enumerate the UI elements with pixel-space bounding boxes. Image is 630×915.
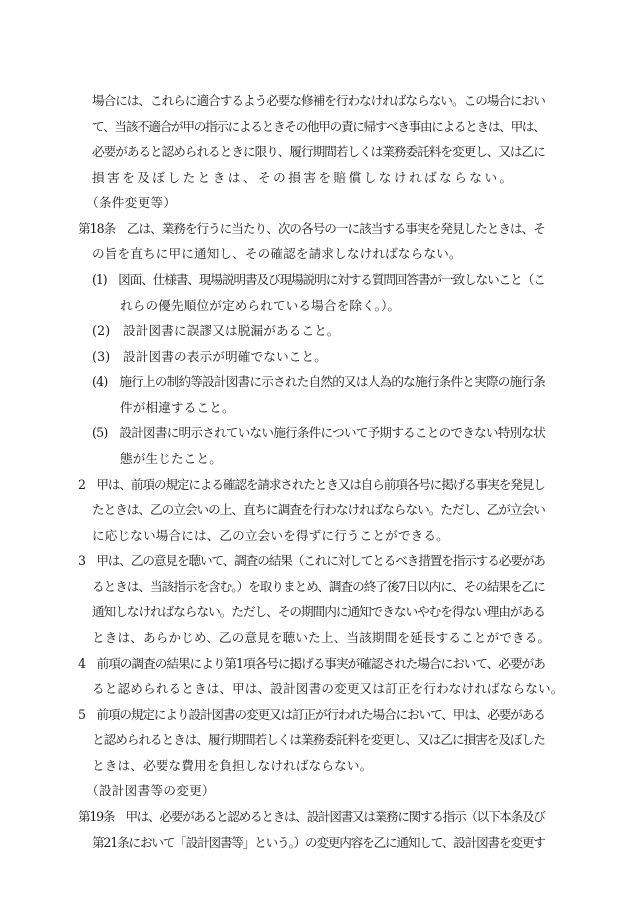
item-3-line: (3) 設計図書の表示が明確でないこと。 — [92, 349, 327, 364]
item-1-line: (1) 図面、仕様書、現場説明書及び現場説明に対する質問回答書が一致しないこと（こ — [92, 272, 545, 287]
article-19-heading: （設計図書等の変更） — [86, 783, 215, 798]
article-18-line: 第18条 乙は、業務を行うに当たり、次の各号の一に該当する事実を発見したときは、そ — [78, 221, 545, 236]
text-line: て、当該不適合が甲の指示によるときその他甲の責に帰すべき事由によるときは、甲は、 — [92, 119, 545, 134]
article-18-line: の旨を直ちに甲に通知し、その確認を請求しなければならない。 — [92, 246, 462, 261]
paragraph-5-line: 5 前項の規定により設計図書の変更又は訂正が行われた場合において、甲は、必要がある — [78, 707, 545, 722]
item-1-line: れらの優先順位が定められている場合を除く。）。 — [120, 298, 401, 313]
paragraph-3-line: 通知しなければならない。ただし、その期間内に通知できないやむを得ない理由がある — [92, 604, 545, 619]
paragraph-4-line: 4 前項の調査の結果により第1項各号に掲げる事実が確認された場合において、必要があ — [78, 656, 545, 671]
paragraph-5-line: と認められるときは、履行期間若しくは業務委託料を変更し、又は乙に損害を及ぼした — [92, 732, 545, 747]
text-line: 必要があると認められるときに限り、履行期間若しくは業務委託料を変更し、又は乙に — [92, 144, 545, 159]
item-4-line: 件が相違すること。 — [120, 400, 235, 415]
text-line: 損害を及ぼしたときは、その損害を賠償しなければならない。 — [92, 170, 515, 185]
paragraph-3-line: るときは、当該指示を含む。）を取りまとめ、調査の終了後7日以内に、その結果を乙に — [92, 579, 545, 594]
item-5-line: 態が生じたこと。 — [120, 451, 222, 466]
paragraph-3-line: ときは、あらかじめ、乙の意見を聴いた上、当該期間を延長することができる。 — [92, 630, 551, 645]
item-2-line: (2) 設計図書に誤謬又は脱漏があること。 — [92, 323, 340, 338]
text-line: 場合には、これらに適合するよう必要な修補を行わなければならない。この場合におい — [92, 93, 545, 108]
item-4-line: (4) 施行上の制約等設計図書に示された自然的又は人為的な施行条件と実際の施行条 — [92, 374, 546, 389]
paragraph-4-line: ると認められるときは、甲は、設計図書の変更又は訂正を行わなければならない。 — [92, 681, 564, 696]
article-19-line: 第19条 甲は、必要があると認めるときは、設計図書又は業務に関する指示（以下本条及び — [78, 809, 545, 824]
paragraph-2-line: に応じない場合には、乙の立会いを得ずに行うことができる。 — [92, 528, 449, 543]
paragraph-5-line: ときは、必要な費用を負担しなければならない。 — [92, 758, 373, 773]
paragraph-2-line: 2 甲は、前項の規定による確認を請求されたとき又は自ら前項各号に掲げる事実を発見し — [78, 477, 545, 492]
item-5-line: (5) 設計図書に明示されていない施行条件について予期することのできない特別な状 — [92, 425, 546, 440]
paragraph-2-line: たときは、乙の立会いの上、直ちに調査を行わなければならない。ただし、乙が立会い — [92, 502, 545, 517]
article-19-line: 第21条において「設計図書等」という。）の変更内容を乙に通知して、設計図書を変更す — [92, 835, 545, 850]
article-18-heading: （条件変更等） — [86, 195, 177, 210]
paragraph-3-line: 3 甲は、乙の意見を聴いて、調査の結果（これに対してとるべき措置を指示する必要があ — [78, 553, 545, 568]
